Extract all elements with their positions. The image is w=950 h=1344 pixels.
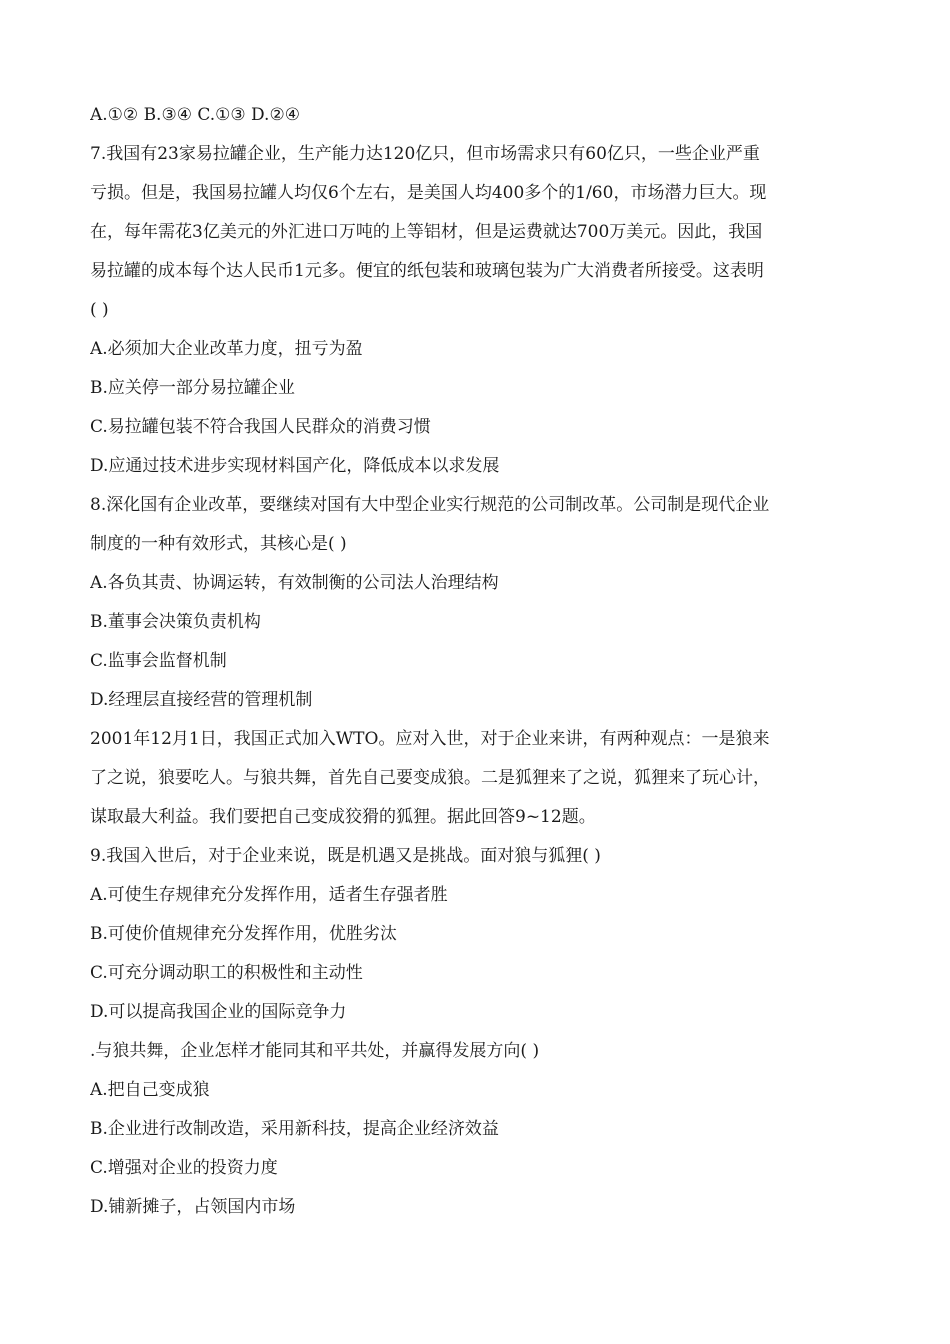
passage-line: 2001年12月1日，我国正式加入WTO。应对入世，对于企业来讲，有两种观点：一是狼来 [90,729,770,749]
q7-stem-line: 在，每年需花3亿美元的外汇进口万吨的上等铝材，但是运费就达700万美元。因此，我国 [90,222,763,242]
q7-stem-line: 7.我国有23家易拉罐企业，生产能力达120亿只，但市场需求只有60亿只，一些企业严重 [90,144,760,164]
q9-option-c: C.可充分调动职工的积极性和主动性 [90,963,363,983]
q7-option-c: C.易拉罐包装不符合我国人民群众的消费习惯 [90,417,431,437]
q10-option-b: B.企业进行改制改造，采用新科技，提高企业经济效益 [90,1119,499,1139]
q8-stem-line: 8.深化国有企业改革，要继续对国有大中型企业实行规范的公司制改革。公司制是现代企业 [90,495,770,515]
q9-option-b: B.可使价值规律充分发挥作用，优胜劣汰 [90,924,397,944]
q8-stem-line: 制度的一种有效形式，其核心是( ) [90,534,347,554]
q7-stem-line: 亏损。但是，我国易拉罐人均仅6个左右，是美国人均400多个的1/60，市场潜力巨大。现 [90,183,767,203]
q8-option-a: A.各负其责、协调运转，有效制衡的公司法人治理结构 [90,573,499,593]
q7-stem-line: 易拉罐的成本每个达人民币1元多。便宜的纸包装和玻璃包装为广大消费者所接受。这表明 [90,261,764,281]
q10-option-c: C.增强对企业的投资力度 [90,1158,278,1178]
question-7 [90,135,862,486]
q7-stem-line: ( ) [90,300,109,320]
q9-option-d: D.可以提高我国企业的国际竞争力 [90,1002,347,1022]
question-8 [90,486,862,720]
q10-option-a: A.把自己变成狼 [90,1080,210,1100]
q8-option-c: C.监事会监督机制 [90,651,227,671]
q9-option-a: A.可使生存规律充分发挥作用，适者生存强者胜 [90,885,448,905]
question-10 [90,1032,862,1227]
q8-option-b: B.董事会决策负责机构 [90,612,261,632]
q7-option-d: D.应通过技术进步实现材料国产化，降低成本以求发展 [90,456,500,476]
q10-stem: .与狼共舞，企业怎样才能同其和平共处，并赢得发展方向( ) [90,1041,540,1061]
passage-line: 谋取最大利益。我们要把自己变成狡猾的狐狸。据此回答9~12题。 [90,807,596,827]
reading-passage [90,720,862,837]
q10-option-d: D.铺新摊子，占领国内市场 [90,1197,296,1217]
q7-option-b: B.应关停一部分易拉罐企业 [90,378,295,398]
passage-line: 了之说，狼要吃人。与狼共舞，首先自己要变成狼。二是狐狸来了之说，狐狸来了玩心计， [90,768,770,788]
q6-options: A.①② B.③④ C.①③ D.②④ [90,105,300,125]
q7-option-a: A.必须加大企业改革力度，扭亏为盈 [90,339,363,359]
question-9 [90,837,862,1032]
exam-page [90,96,862,1227]
q9-stem: 9.我国入世后，对于企业来说，既是机遇又是挑战。面对狼与狐狸( ) [90,846,601,866]
q8-option-d: D.经理层直接经营的管理机制 [90,690,313,710]
